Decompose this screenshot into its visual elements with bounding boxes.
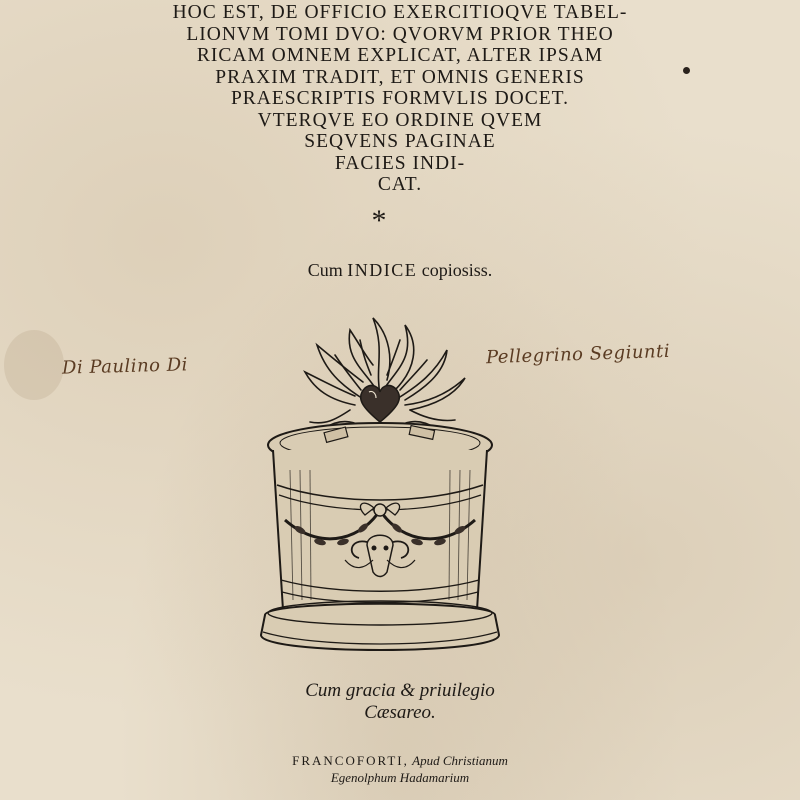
flaming-heart-altar-icon (255, 310, 505, 660)
title-line: HOC EST, DE OFFICIO EXERCITIOQVE TABEL- (172, 2, 628, 23)
paper-stain (4, 330, 64, 400)
title-line: PRAESCRIPTIS FORMVLIS DOCET. (230, 88, 570, 109)
imprint (0, 752, 800, 786)
title-line: FACIES INDI- (334, 152, 466, 174)
title-line: LIONVM TOMI DVO: QVORVM PRIOR THEO (186, 23, 614, 45)
privilege-line: Cæsareo. (364, 702, 436, 723)
title-line: PRAXIM TRADIT, ET OMNIS GENERIS (215, 66, 585, 88)
title-block (0, 2, 800, 196)
title-line: SEQVENS PAGINAE (304, 131, 496, 152)
title-line: VTERQVE EO ORDINE QVEM (257, 109, 543, 131)
asterisk-ornament: * (371, 204, 387, 237)
imprint-publisher-line1: Apud Christianum (412, 753, 508, 768)
index-note (0, 260, 800, 281)
index-suffix: copiosiss. (417, 260, 493, 280)
title-line: CAT. (377, 174, 423, 195)
privilege-statement (0, 680, 800, 724)
index-caps: INDICE (347, 260, 418, 280)
imprint-place: FRANCOFORTI, (292, 753, 409, 768)
imprint-publisher-line2: Egenolphum Hadamarium (330, 770, 470, 785)
title-line: RICAM OMNEM EXPLICAT, ALTER IPSAM (196, 45, 604, 66)
privilege-line: Cum gracia & priuilegio (305, 680, 495, 701)
handwritten-inscription-right: Pellegrino Segiunti (485, 340, 671, 369)
handwritten-inscription-left: Di Paulino Di (61, 354, 189, 379)
index-prefix: Cum (307, 260, 348, 280)
